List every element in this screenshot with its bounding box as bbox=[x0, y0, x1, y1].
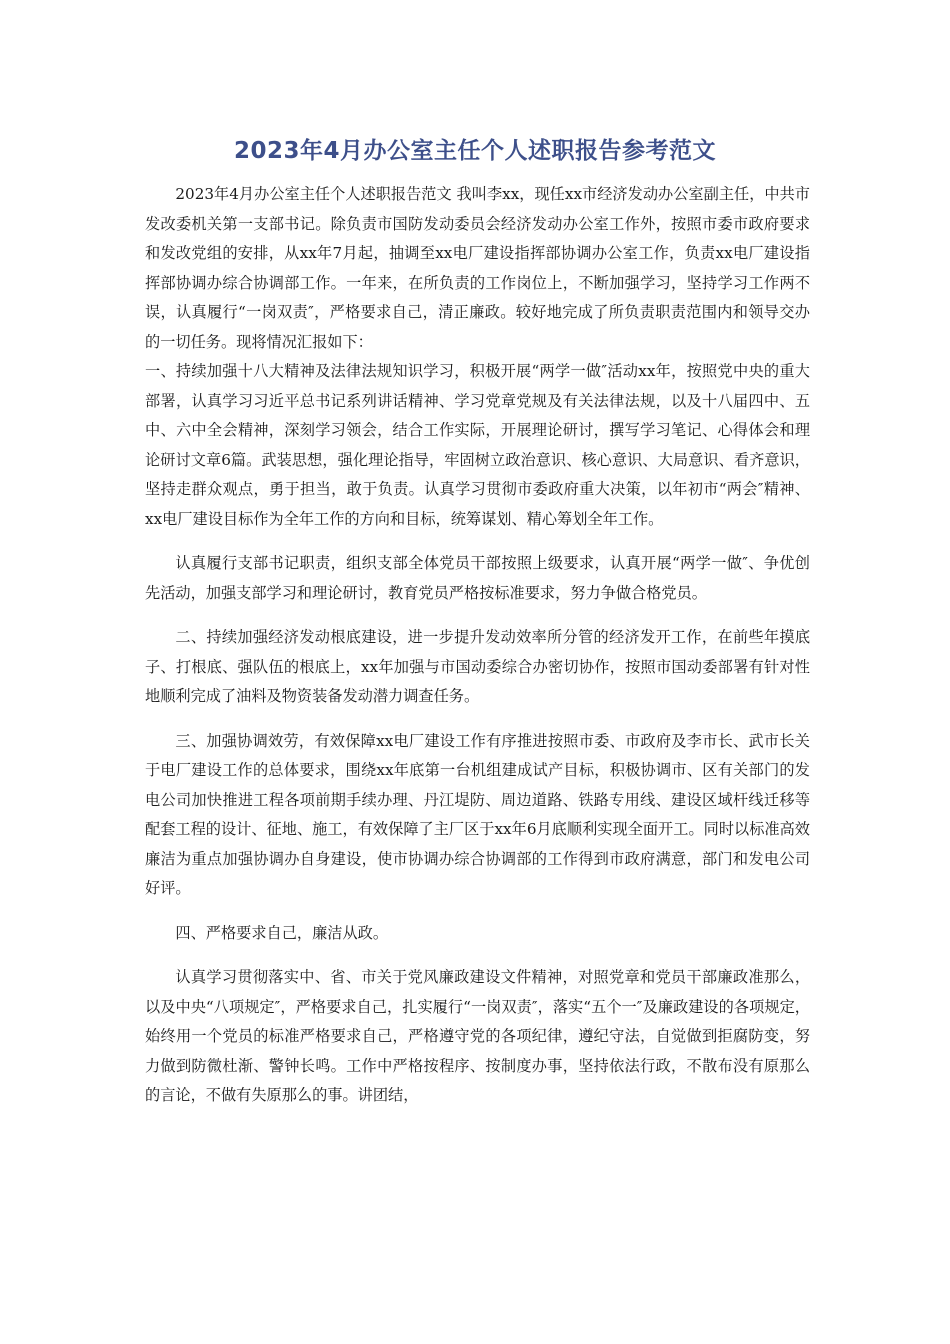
paragraph-section-3: 三、加强协调效劳，有效保障xx电厂建设工作有序推进按照市委、市政府及李市长、武市长关于电厂建设工作的总体要求，围绕xx年底第一台机组建成试产目标，积极协调市、区有关部门的发电公司加快推进工程各项前期手续办理、丹江堤防、周边道路、铁路专用线、建设区域杆线迁移等配套工程的设计、征地、施工，有效保障了主厂区于xx年6月底顺利实现全面开工。同时以标准高效廉洁为重点加强协调办自身建设，使市协调办综合协调部的工作得到市政府满意，部门和发电公司好评。 bbox=[145, 731, 810, 897]
paragraph-branch-duty: 认真履行支部书记职责，组织支部全体党员干部按照上级要求，认真开展“两学一做″、争优创先活动，加强支部学习和理论研讨，教育党员严格按标准要求，努力争做合格党员。 bbox=[145, 554, 810, 602]
paragraph-intro: 2023年4月办公室主任个人述职报告范文 我叫李xx，现任xx市经济发动办公室副主任，中共市发改委机关第一支部书记。除负责市国防发动委员会经济发动办公室工作外，按照市委市政府要求和发改党组的安排，从xx年7月起，抽调至xx电厂建设指挥部协调办公室工作，负责xx电厂建设指挥部协调办综合协调部工作。一年来，在所负责的工作岗位上，不断加强学习，坚持学习工作两不误，认真履行“一岗双责″，严格要求自己，清正廉政。较好地完成了所负责职责范围内和领导交办的一切任务。现将情况汇报如下： bbox=[145, 185, 810, 351]
paragraph-section-2: 二、持续加强经济发动根底建设，进一步提升发动效率所分管的经济发开工作，在前些年摸底子、打根底、强队伍的根底上，xx年加强与市国动委综合办密切协作，按照市国动委部署有针对性地顺利完成了油料及物资装备发动潜力调查任务。 bbox=[145, 628, 810, 705]
document-title: 2023年4月办公室主任个人述职报告参考范文 bbox=[233, 138, 717, 164]
paragraph-section-4-heading: 四、严格要求自己，廉洁从政。 bbox=[175, 923, 389, 942]
document-body bbox=[145, 180, 810, 1126]
paragraph-section-4-body: 认真学习贯彻落实中、省、市关于党风廉政建设文件精神，对照党章和党员干部廉政准那么，以及中央“八项规定″，严格要求自己，扎实履行“一岗双责″，落实“五个一″及廉政建设的各项规定，始终用一个党员的标准严格要求自己，严格遵守党的各项纪律，遵纪守法，自觉做到拒腐防变，努力做到防微杜渐、警钟长鸣。工作中严格按程序、按制度办事，坚持依法行政，不散布没有原那么的言论，不做有失原那么的事。讲团结， bbox=[145, 968, 810, 1104]
paragraph-section-1: 一、持续加强十八大精神及法律法规知识学习，积极开展“两学一做″活动xx年，按照党中央的重大部署，认真学习习近平总书记系列讲话精神、学习党章党规及有关法律法规，以及十八届四中、五中、六中全会精神，深刻学习领会，结合工作实际，开展理论研讨，撰写学习笔记、心得体会和理论研讨文章6篇。武装思想，强化理论指导，牢固树立政治意识、核心意识、大局意识、看齐意识，坚持走群众观点，勇于担当，敢于负责。认真学习贯彻市委政府重大决策，以年初市“两会″精神、xx电厂建设目标作为全年工作的方向和目标，统筹谋划、精心筹划全年工作。 bbox=[145, 362, 810, 528]
